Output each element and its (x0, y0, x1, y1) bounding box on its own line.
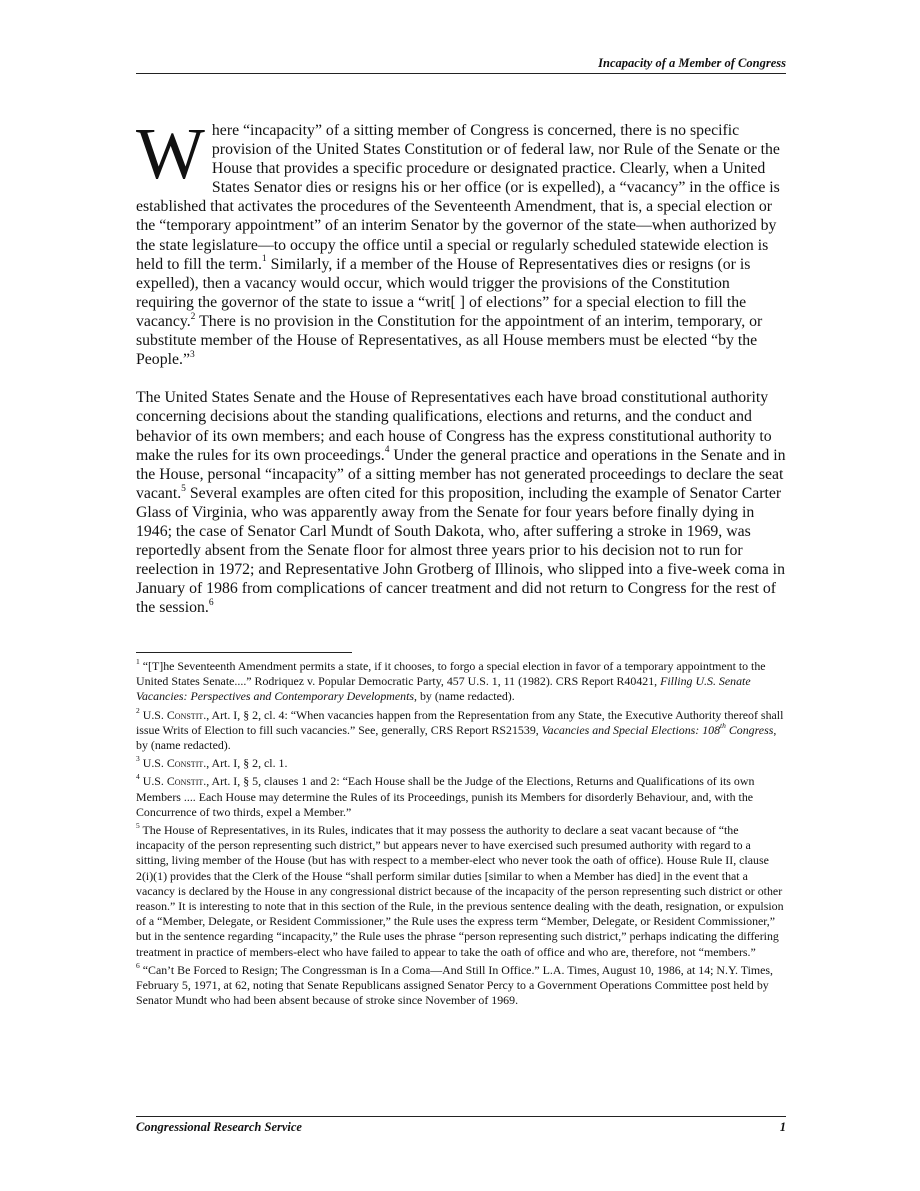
page-number: 1 (779, 1120, 786, 1134)
footnote-2: $^2$ U.S. Constit., Art. I, § 2, cl. 4: “When vacancies happen from the Representation from any State, the Executive Authority thereof shall issue Writs of Election to fill such vacancies.” See, generally, CRS Report RS21539, Vacancies and Special Elections: 108th Congress, by (name redacted). (136, 705, 784, 753)
footnote-ref-3[interactable]: 3 (189, 349, 195, 360)
body-text (136, 113, 786, 617)
footnote-1: $^1$ “[T]he Seventeenth Amendment permits a state, if it chooses, to forgo a special election in favor of a temporary appointment to the United States Senate....” Rodriquez v. Popular Democratic Party, 457 U.S. 1, 11 (1982). CRS Report R40421, Filling U.S. Senate Vacancies: Perspectives and Contemporary Developments, by (name redacted). (136, 657, 766, 704)
footnote-ref-5[interactable]: 5 (181, 483, 186, 494)
footnote-ref-4[interactable]: 4 (384, 445, 390, 456)
running-footer (136, 1120, 786, 1135)
footer-organization: Congressional Research Service (136, 1120, 302, 1134)
footnote-ref-6[interactable]: 6 (208, 598, 214, 609)
footnotes (136, 659, 786, 1011)
paragraph-1: Where “incapacity” of a sitting member of Congress is concerned, there is no specific provision of the United States Constitution or of federal law, nor Rule of the Senate or the House that provides a specific procedure or designated practice. Clearly, when a United States Senator dies or resigns his or her office (or is expelled), a “vacancy” in the office is established that activates the procedures of the Seventeenth Amendment, that is, a special election or the “temporary appointment” of an interim Senator by the governor of the state—when authorized by the state legislature—to occupy the office until a special or regularly scheduled statewide election is held to fill the term.$^1$ Similarly, if a member of the House of Representatives dies or resigns (or is expelled), then a vacancy would occur, which would trigger the provisions of the Constitution requiring the governor of the state to issue a “writ[ ] of elections” for a special election to fill the vacancy.$^2$ There is no provision in the Constitution for the appointment of an interim, temporary, or substitute member of the House of Representatives, as all House members must be elected “by the People.”$^3$ (136, 113, 780, 369)
paragraph-2: The United States Senate and the House of Representatives each have broad constitutional authority concerning decisions about the standing qualifications, elections and returns, and the conduct and behavior of its own members; and each house of Congress has the express constitutional authority to make the rules for its own proceedings.$^4$ Under the general practice and operations in the Senate and in the House, personal “incapacity” of a sitting member has not generated proceedings to declare the seat vacant.$^5$ Several examples are often cited for this proposition, including the example of Senator Carter Glass of Virginia, who was apparently away from the Senate for four years before finally dying in 1946; the case of Senator Carl Mundt of South Dakota, who, after suffering a stroke in 1969, was reportedly absent from the Senate floor for almost three years prior to his decision not to run for reelection in 1972; and Representative John Grotberg of Illinois, who slipped into a five-week coma in January of 1986 from complications of cancer treatment and did not return to Congress for the rest of the session.$^6$ (136, 389, 786, 617)
footnote-5: $^5$ The House of Representatives, in its Rules, indicates that it may possess the authority to declare a seat vacant because of “the incapacity of the person representing such district,” but appears never to have exercised such presumed authority with regard to a sitting, living member of the House (but has with respect to a member-elect who never took the oath of office). House Rule II, clause 2(i)(1) provides that the Clerk of the House “shall perform similar duties [similar to when a Member has died] in the event that a vacancy is declared by the House in any congressional district because of the incapacity of the person representing such district or other reason.” It is interesting to note that in this section of the Rule, in the previous sentence dealing with the death, resignation, or expulsion of a “Member, Delegate, or Resident Commissioner,” the Rule uses the express term “Member, Delegate, or Resident Commissioner,” but in the sentence regarding “incapacity,” the Rule uses the phrase “person representing such district,” perhaps indicating the differing treatment in practice of members-elect who have failed to appear to take the oath of office and who are, therefore, not “members.” (136, 821, 784, 959)
header-rule (136, 73, 786, 74)
footnote-separator (136, 652, 352, 653)
footnote-ref-1[interactable]: 1 (261, 254, 267, 265)
running-header: Incapacity of a Member of Congress (598, 56, 786, 70)
footnote-ref-2[interactable]: 2 (190, 311, 196, 322)
footnote-6: $^6$ “Can’t Be Forced to Resign; The Congressman is In a Coma—And Still In Office.” L.A. Times, August 10, 1986, at 14; N.Y. Times, February 5, 1971, at 62, noting that Senate Republicans assigned Senator Percy to a Government Operations Committee post held by Senator Mundt who had been absent because of stroke since November of 1969. (136, 960, 774, 1008)
footnote-4: $^4$ U.S. Constit., Art. I, § 5, clauses 1 and 2: “Each House shall be the Judge of the Elections, Returns and Qualifications of its own Members .... Each House may determine the Rules of its Proceedings, punish its Members for disorderly Behaviour, and, with the Concurrence of two thirds, expel a Member.” (136, 772, 755, 819)
footer-rule (136, 1116, 786, 1117)
footnote-3: $^3$ U.S. Constit., Art. I, § 2, cl. 1. (136, 754, 288, 771)
drop-cap: W (136, 113, 205, 194)
